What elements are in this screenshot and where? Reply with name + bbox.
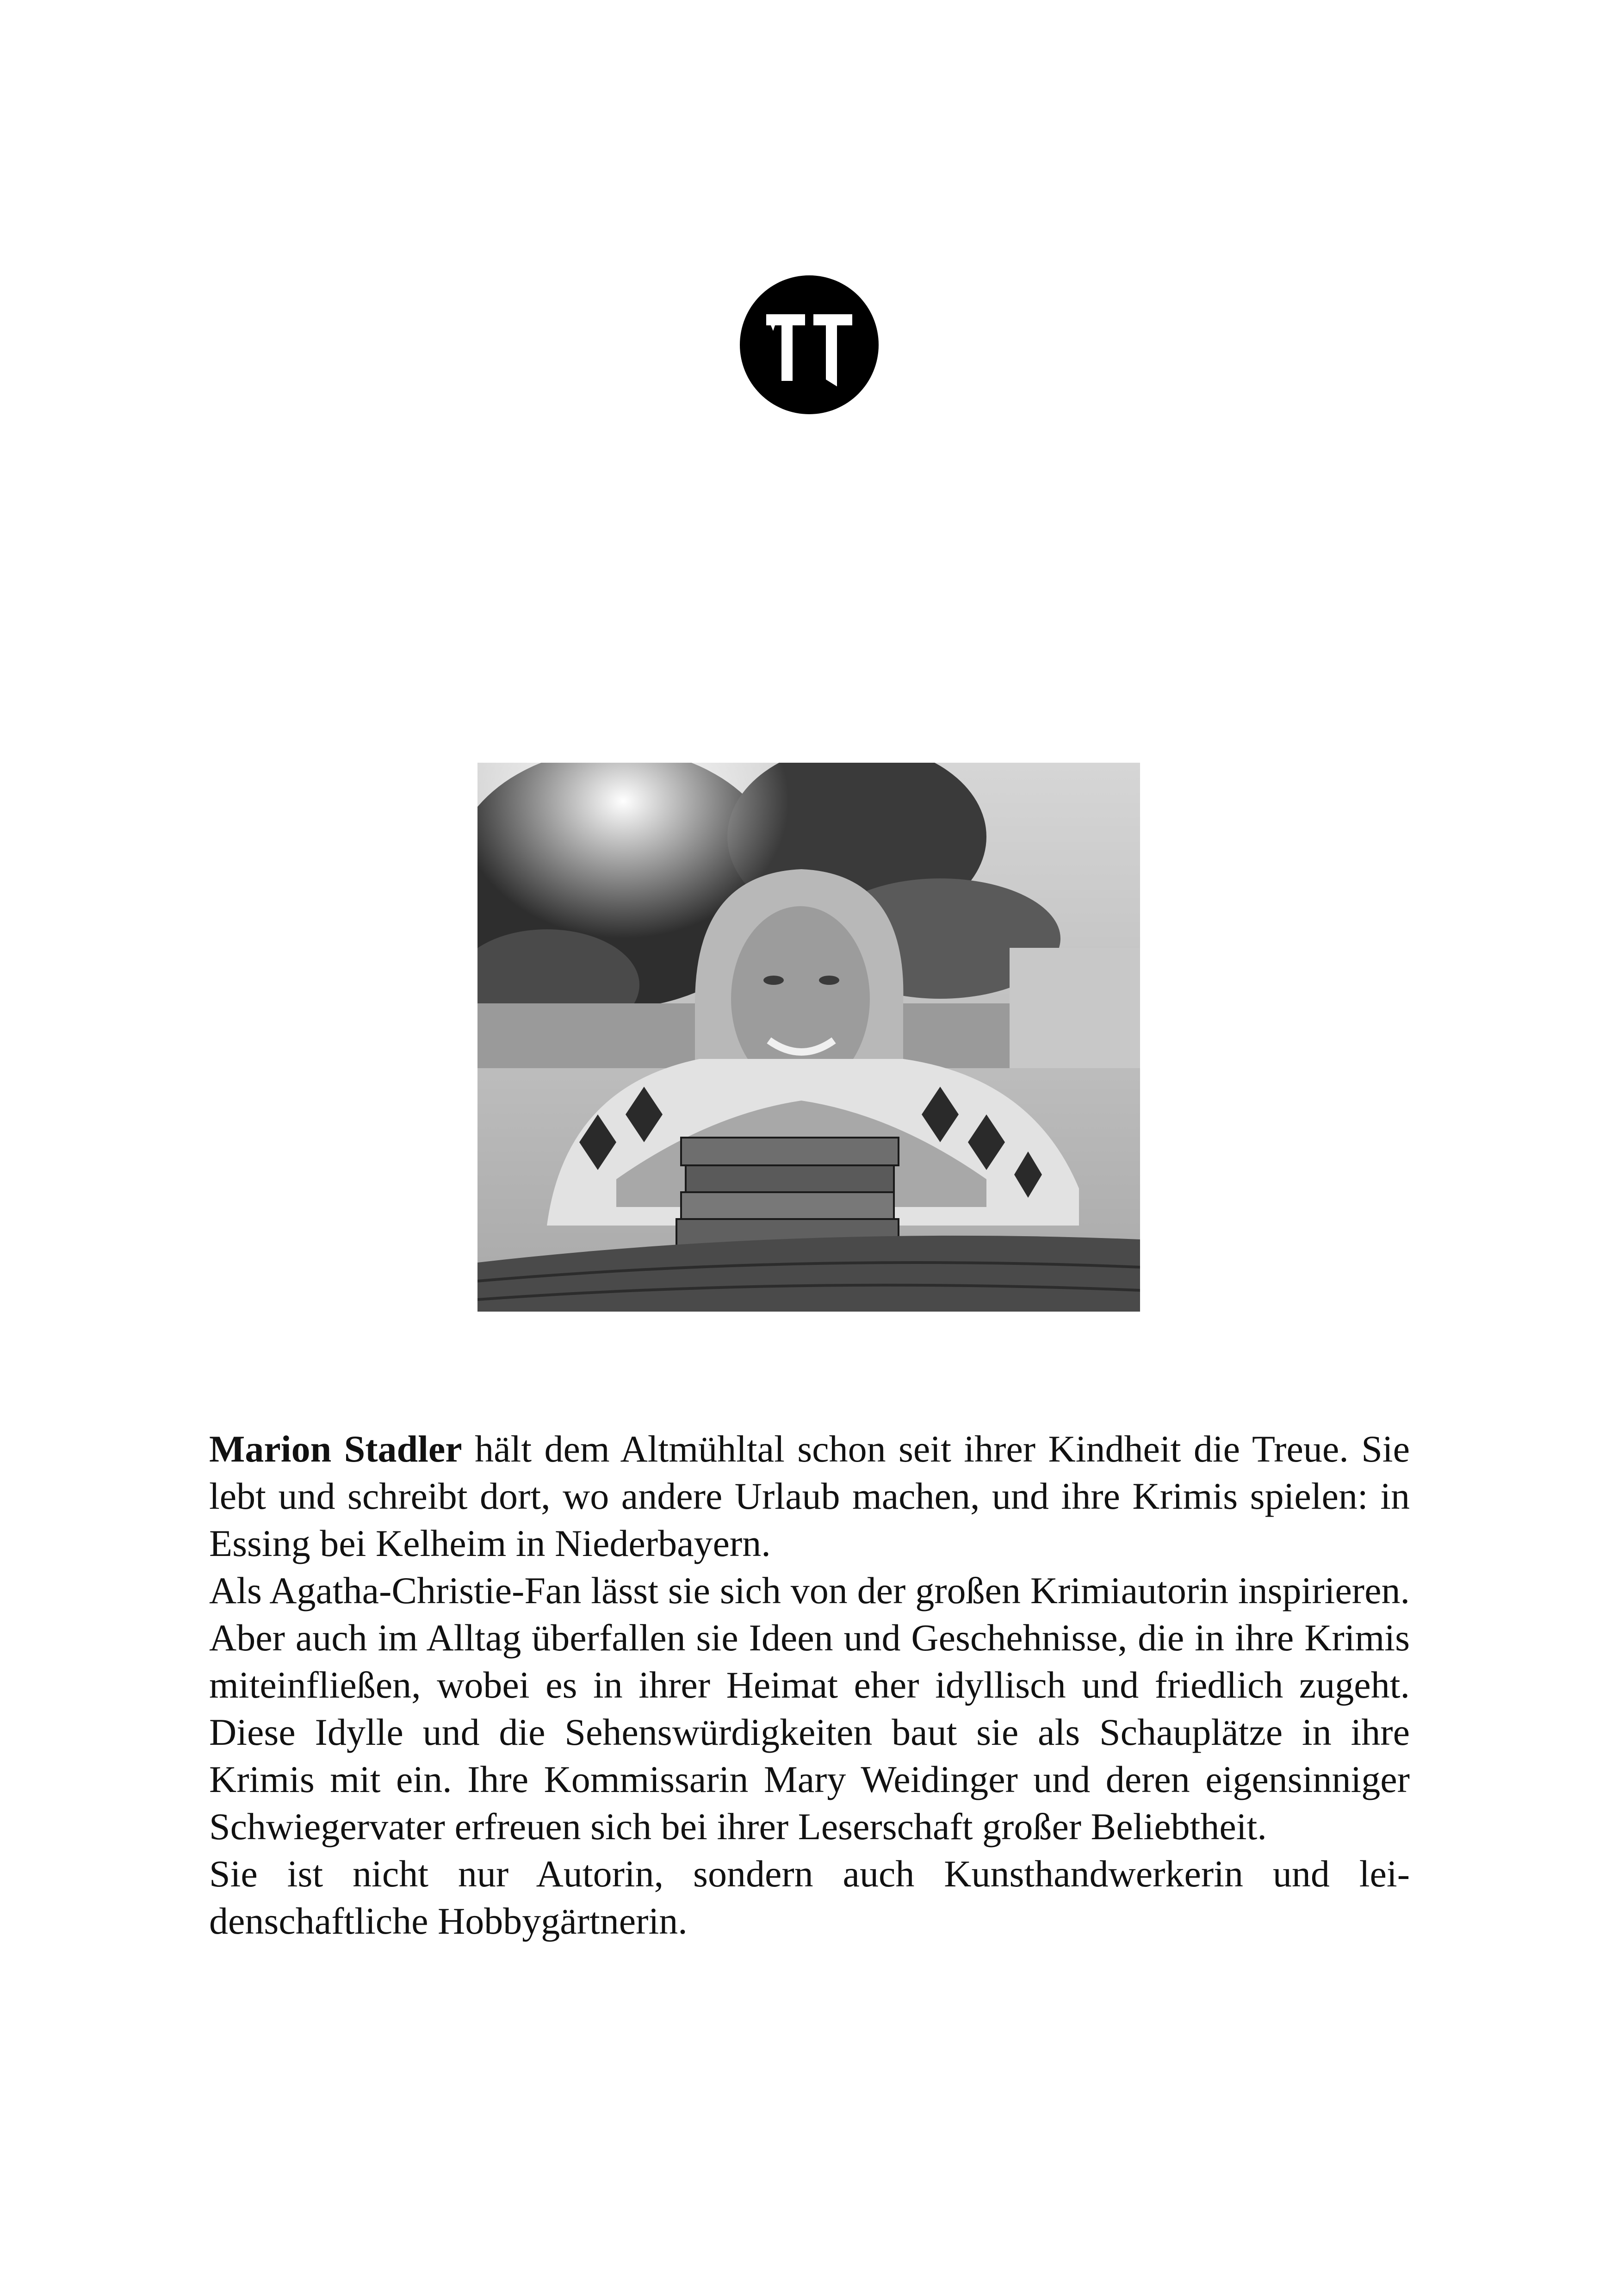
bio-paragraph-3: Sie ist nicht nur Autorin, sondern auch Kunsthandwerkerin und leidenschaftliche Hobbygärtnerin. xyxy=(209,1853,1410,1942)
bio-paragraph-1-text: hält dem Altmühltal schon seit ihrer Kindheit die Treue. Sie lebt und schreibt dort, wo andere Urlaub machen, und ihre Krimis spielen: in Essing bei Kelheim in Niederbayern. xyxy=(209,1428,1410,1564)
bio-paragraph-1 xyxy=(209,1425,1410,1567)
publisher-logo-icon xyxy=(740,275,879,414)
author-name: Marion Stadler xyxy=(209,1428,462,1470)
author-photo xyxy=(477,763,1140,1312)
author-bio xyxy=(209,1425,1410,1945)
bio-paragraph-2: Als Agatha-Christie-Fan lässt sie sich von der großen Krimiautorin inspirieren. Aber auch im Alltag überfallen sie Ideen und Geschehnisse, die in ihre Krimis miteinfließen, wobei es in ihrer Heimat eher idyllisch und friedlich zugeht. Diese Idylle und die Sehenswürdigkeiten baut sie als Schauplätze in ihre Krimis mit ein. Ihre Kommissarin Mary Weidinger und deren eigensinniger Schwiegervater erfreuen sich bei ihrer Leserschaft großer Beliebtheit. xyxy=(209,1569,1410,1848)
